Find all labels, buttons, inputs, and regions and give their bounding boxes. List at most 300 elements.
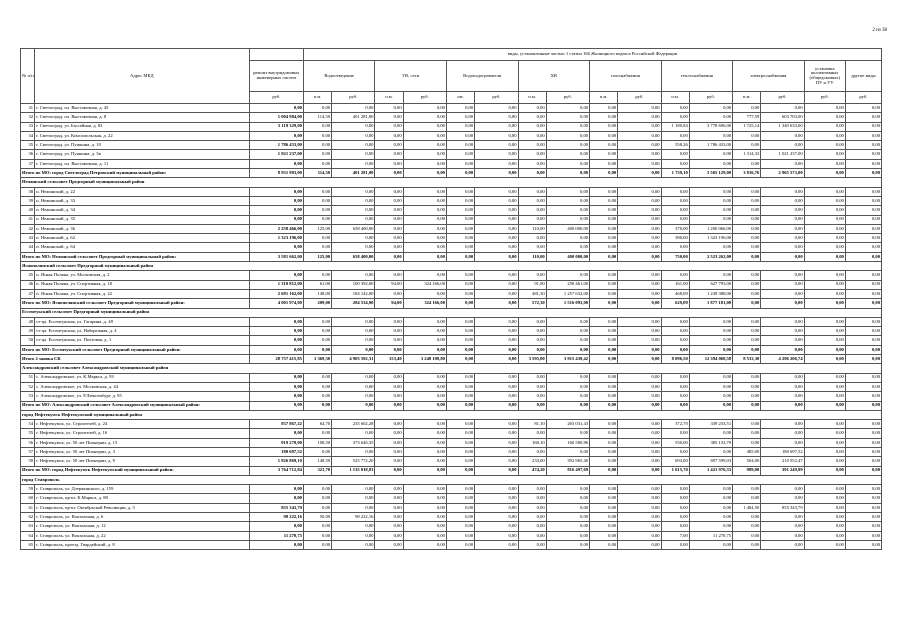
table-body: [21, 104, 882, 550]
value-cell: 0,00: [618, 494, 661, 503]
value-cell: 0,00: [618, 401, 661, 410]
value-cell: 0,00: [804, 196, 845, 205]
value-cell: 0,00: [590, 401, 618, 410]
value-cell: 481,30: [518, 289, 546, 298]
value-cell: 0,00: [590, 215, 618, 224]
value-cell: 0,00: [518, 234, 546, 243]
value-cell: 750,00: [661, 252, 689, 261]
value-cell: 0,00: [618, 187, 661, 196]
row-number: 64: [21, 531, 35, 540]
value-cell: 0,00: [661, 187, 689, 196]
value-cell: 0,00: [375, 104, 403, 113]
value-cell: 0,00: [733, 299, 761, 308]
row-number: 54: [21, 420, 35, 429]
value-cell: 0,00: [375, 150, 403, 159]
value-cell: 0,00: [761, 345, 804, 354]
row-number: 32: [21, 113, 35, 122]
value-cell: 0,00: [804, 466, 845, 475]
value-cell: 0,00: [518, 159, 546, 168]
value-cell: 0,00: [689, 327, 732, 336]
total-cost-cell: 0,00: [249, 373, 303, 382]
value-cell: 0,00: [618, 159, 661, 168]
value-cell: 0,00: [733, 206, 761, 215]
total-cost-cell: 0,00: [249, 485, 303, 494]
table-row: [21, 438, 882, 447]
value-cell: 0,00: [733, 131, 761, 140]
value-cell: 0,00: [618, 271, 661, 280]
total-cost-cell: 0,00: [249, 392, 303, 401]
total-cost-cell: 98 222,16: [249, 513, 303, 522]
value-cell: 0,00: [475, 206, 518, 215]
value-cell: 0,00: [518, 345, 546, 354]
value-cell: 0,00: [303, 271, 331, 280]
value-cell: 0,00: [475, 169, 518, 178]
value-cell: 0,00: [332, 373, 375, 382]
value-cell: 0,00: [804, 420, 845, 429]
value-cell: 0,00: [845, 289, 881, 298]
value-cell: 0,00: [303, 392, 331, 401]
value-cell: 0,00: [761, 252, 804, 261]
value-cell: 0,00: [518, 169, 546, 178]
value-cell: 0,00: [332, 522, 375, 531]
value-cell: 0,00: [590, 438, 618, 447]
row-number: 65: [21, 540, 35, 549]
value-cell: 0,00: [332, 485, 375, 494]
value-cell: 0,00: [845, 494, 881, 503]
value-cell: 0,00: [590, 317, 618, 326]
value-cell: 0,00: [733, 531, 761, 540]
table-row: [21, 420, 882, 429]
value-cell: 0,00: [518, 401, 546, 410]
total-cost-cell: 0,00: [249, 429, 303, 438]
value-cell: 0,00: [546, 234, 589, 243]
row-number: 50: [21, 336, 35, 345]
value-cell: 0,00: [845, 113, 881, 122]
value-cell: 114,50: [303, 169, 331, 178]
value-cell: 0,00: [446, 540, 474, 549]
subtotal-label: Итого по МО: Нежинский сельсовет Предгорный муниципальный район:: [21, 252, 250, 261]
value-cell: 0,00: [845, 224, 881, 233]
value-cell: 777,59: [733, 113, 761, 122]
value-cell: 658 400,00: [332, 224, 375, 233]
address-cell: г. Светлоград, ул. Пушкина, д. 10: [35, 141, 250, 150]
address-cell: п. Ясная Поляна, ул. Московская, д. 2: [35, 271, 250, 280]
value-cell: 0,00: [518, 531, 546, 540]
address-cell: г. Светлоград, пл. Выставочная, д. 11: [35, 159, 250, 168]
value-cell: 11 270,75: [689, 531, 732, 540]
value-cell: 0,00: [546, 150, 589, 159]
value-cell: 100 392,00: [332, 280, 375, 289]
value-cell: 108,50: [303, 438, 331, 447]
value-cell: 0,00: [661, 206, 689, 215]
value-cell: 474,20: [518, 466, 546, 475]
value-cell: 0,00: [332, 382, 375, 391]
value-cell: 0,00: [845, 234, 881, 243]
value-cell: 0,00: [761, 392, 804, 401]
value-cell: 0,00: [618, 522, 661, 531]
value-cell: 0,00: [403, 373, 446, 382]
value-cell: 1 516 093,00: [546, 299, 589, 308]
value-cell: 0,00: [733, 429, 761, 438]
value-cell: 4 296 206,74: [761, 355, 804, 364]
value-cell: 0,00: [661, 336, 689, 345]
total-cost-cell: 0,00: [249, 401, 303, 410]
value-cell: 0,00: [446, 513, 474, 522]
value-cell: 0,00: [618, 131, 661, 140]
value-cell: 1 369,30: [303, 355, 331, 364]
value-cell: 0,00: [475, 513, 518, 522]
value-cell: 0,00: [403, 150, 446, 159]
value-cell: 0,00: [375, 206, 403, 215]
value-cell: 0,00: [845, 150, 881, 159]
value-cell: 0,00: [518, 327, 546, 336]
table-row: [21, 150, 882, 159]
value-cell: 0,00: [845, 169, 881, 178]
value-cell: 0,00: [761, 522, 804, 531]
value-cell: 0,00: [733, 401, 761, 410]
table-row: [21, 280, 882, 289]
value-cell: 0,00: [518, 187, 546, 196]
value-cell: 0,00: [845, 141, 881, 150]
address-cell: п. Нежинский, д. 22: [35, 187, 250, 196]
value-cell: 0,00: [733, 420, 761, 429]
value-cell: 0,00: [546, 540, 589, 549]
value-cell: 0,00: [804, 438, 845, 447]
subtotal-label: Итого по МО: город Светлоград Петровский муниципальный район:: [21, 169, 250, 178]
value-cell: 0,00: [332, 531, 375, 540]
total-cost-cell: 3 581 662,00: [249, 252, 303, 261]
value-cell: 3 248 108,80: [403, 355, 446, 364]
value-cell: 235 602,28: [332, 420, 375, 429]
value-cell: 0,00: [403, 392, 446, 401]
value-cell: 658 400,00: [332, 252, 375, 261]
value-cell: 0,00: [475, 196, 518, 205]
value-cell: 0,00: [845, 373, 881, 382]
value-cell: 0,00: [661, 215, 689, 224]
value-cell: 627 793,00: [689, 280, 732, 289]
value-cell: 0,00: [475, 131, 518, 140]
value-cell: 1 877 181,00: [689, 299, 732, 308]
value-cell: 0,00: [590, 429, 618, 438]
value-cell: 64,70: [303, 420, 331, 429]
value-cell: 0,00: [733, 485, 761, 494]
value-cell: 0,00: [403, 215, 446, 224]
value-cell: 0,00: [403, 438, 446, 447]
table-row: [21, 289, 882, 298]
value-cell: 0,00: [733, 336, 761, 345]
value-cell: 485,00: [733, 447, 761, 456]
value-cell: 0,00: [546, 531, 589, 540]
value-cell: 0,00: [804, 345, 845, 354]
total-cost-cell: 0,00: [249, 336, 303, 345]
subtotal-label: Итого по МО: Ессентукский сельсовет Предгорный муниципальный район:: [21, 345, 250, 354]
value-cell: 0,00: [761, 420, 804, 429]
value-cell: 0,00: [618, 382, 661, 391]
value-cell: 0,00: [403, 382, 446, 391]
row-number: 40: [21, 206, 35, 215]
total-cost-cell: 11 270,75: [249, 531, 303, 540]
value-cell: 0,00: [804, 382, 845, 391]
value-cell: 0,00: [303, 243, 331, 252]
value-cell: 0,00: [446, 382, 474, 391]
value-cell: 0,00: [375, 289, 403, 298]
value-cell: 380,00: [661, 234, 689, 243]
value-cell: 0,00: [546, 494, 589, 503]
value-cell: 0,00: [546, 215, 589, 224]
value-cell: 0,00: [845, 522, 881, 531]
total-cost-cell: 0,00: [249, 196, 303, 205]
value-cell: 8 533,30: [733, 355, 761, 364]
value-cell: 0,00: [590, 150, 618, 159]
value-cell: 525 772,20: [332, 457, 375, 466]
table-row: [21, 206, 882, 215]
value-cell: 0,00: [303, 373, 331, 382]
value-cell: 0,00: [590, 513, 618, 522]
value-cell: 0,00: [689, 271, 732, 280]
row-number: 51: [21, 373, 35, 382]
value-cell: 0,00: [845, 187, 881, 196]
value-cell: 0,00: [733, 438, 761, 447]
value-cell: 0,00: [475, 234, 518, 243]
value-cell: 0,00: [518, 150, 546, 159]
value-cell: 0,00: [761, 382, 804, 391]
value-cell: 0,00: [403, 169, 446, 178]
value-cell: 0,00: [845, 299, 881, 308]
value-cell: 0,00: [761, 540, 804, 549]
value-cell: 1 135 018,83: [332, 466, 375, 475]
total-cost-cell: 2 258 466,00: [249, 224, 303, 233]
unit-cell: руб.: [761, 92, 804, 104]
value-cell: 0,00: [446, 485, 474, 494]
unit-cell: руб.: [804, 92, 845, 104]
subtotal-label: Итого 2 заявка СК: [21, 355, 250, 364]
value-cell: 0,00: [618, 280, 661, 289]
address-cell: с. Александровское, ул. Московская, д. 44: [35, 382, 250, 391]
value-cell: 0,00: [546, 373, 589, 382]
value-cell: 148,50: [303, 457, 331, 466]
value-cell: 0,00: [303, 317, 331, 326]
row-number: 56: [21, 438, 35, 447]
value-cell: 0,00: [761, 243, 804, 252]
value-cell: 0,00: [618, 457, 661, 466]
row-number: 52: [21, 382, 35, 391]
value-cell: 0,00: [475, 271, 518, 280]
value-cell: 0,00: [303, 485, 331, 494]
value-cell: 0,00: [446, 503, 474, 512]
total-cost-cell: 0,00: [249, 345, 303, 354]
address-cell: г. Нефтекумск, ул. Строителей, д. 16: [35, 429, 250, 438]
value-cell: 0,00: [804, 206, 845, 215]
unit-cell: руб.: [546, 92, 589, 104]
value-cell: 0,00: [375, 243, 403, 252]
value-cell: 0,00: [804, 503, 845, 512]
total-cost-cell: 1 826 869,10: [249, 457, 303, 466]
value-cell: 0,00: [845, 466, 881, 475]
value-cell: 0,00: [689, 485, 732, 494]
value-cell: 0,00: [375, 345, 403, 354]
value-cell: 0,00: [303, 382, 331, 391]
value-cell: 0,00: [546, 382, 589, 391]
value-cell: 0,00: [303, 540, 331, 549]
value-cell: 0,00: [403, 540, 446, 549]
value-cell: 0,00: [845, 382, 881, 391]
unit-cell: п.м.: [303, 92, 331, 104]
table-row: [21, 447, 882, 456]
address-cell: г. Ставрополь, проезд. Гвардейский, д. 8: [35, 540, 250, 549]
value-cell: 0,00: [804, 485, 845, 494]
value-cell: 0,00: [804, 317, 845, 326]
value-cell: 0,00: [618, 327, 661, 336]
subtotal-row: [21, 466, 882, 475]
total-cost-cell: 1 004 984,00: [249, 113, 303, 122]
table-row: [21, 503, 882, 512]
value-cell: 0,00: [446, 401, 474, 410]
value-cell: 0,00: [475, 187, 518, 196]
table-row: [21, 159, 882, 168]
value-cell: 0,00: [804, 355, 845, 364]
value-cell: 0,00: [661, 522, 689, 531]
value-cell: 0,00: [475, 215, 518, 224]
value-cell: 0,00: [475, 485, 518, 494]
group-header: ГВ, сети: [375, 61, 447, 92]
section-title: Ессентукский сельсовет Предгорный муниципальный район: [21, 308, 882, 317]
table-row: [21, 131, 882, 140]
value-cell: 5 565 129,00: [689, 169, 732, 178]
unit-cell: шт.: [446, 92, 474, 104]
value-cell: 0,00: [475, 113, 518, 122]
table-row: [21, 122, 882, 131]
value-cell: 0,00: [446, 420, 474, 429]
address-cell: ст-ца. Ессентукская, ул. Набережная, д. 4: [35, 327, 250, 336]
total-cost-cell: 8 931 983,00: [249, 169, 303, 178]
value-cell: 0,00: [689, 382, 732, 391]
table-row: [21, 429, 882, 438]
value-cell: 0,00: [761, 289, 804, 298]
value-cell: 0,00: [375, 317, 403, 326]
value-cell: 0,00: [518, 503, 546, 512]
total-cost-cell: 28 757 415,85: [249, 355, 303, 364]
value-cell: 0,00: [303, 401, 331, 410]
value-cell: 0,00: [546, 169, 589, 178]
value-cell: 0,00: [661, 327, 689, 336]
value-cell: 0,00: [618, 299, 661, 308]
value-cell: 0,00: [475, 373, 518, 382]
value-cell: 0,00: [446, 355, 474, 364]
value-cell: 0,00: [689, 336, 732, 345]
address-cell: г. Нефтекумск, ул. Строителей, д. 24: [35, 420, 250, 429]
value-cell: 0,00: [804, 289, 845, 298]
value-cell: 0,00: [518, 317, 546, 326]
value-cell: 0,00: [618, 345, 661, 354]
table-row: [21, 234, 882, 243]
value-cell: 0,00: [689, 373, 732, 382]
unit-cell: руб.: [249, 92, 303, 104]
value-cell: 0,00: [303, 159, 331, 168]
value-cell: 2 965 573,00: [761, 169, 804, 178]
total-cost-cell: 837 867,22: [249, 420, 303, 429]
total-cost-cell: 0,00: [249, 215, 303, 224]
value-cell: 0,00: [733, 513, 761, 522]
value-cell: 0,00: [375, 494, 403, 503]
value-cell: 0,00: [761, 327, 804, 336]
value-cell: 0,00: [618, 392, 661, 401]
value-cell: 0,00: [689, 345, 732, 354]
value-cell: 0,00: [446, 252, 474, 261]
value-cell: 324 166,00: [403, 280, 446, 289]
value-cell: 284 534,00: [332, 299, 375, 308]
value-cell: 0,00: [332, 447, 375, 456]
value-cell: 0,00: [546, 206, 589, 215]
value-cell: 2 523 262,00: [689, 252, 732, 261]
value-cell: 0,00: [590, 234, 618, 243]
value-cell: 0,00: [475, 299, 518, 308]
value-cell: 0,00: [845, 345, 881, 354]
value-cell: 0,00: [375, 438, 403, 447]
address-cell: с. Александровское, ул. К.Маркса, д. 93: [35, 373, 250, 382]
value-cell: 0,00: [475, 150, 518, 159]
value-cell: 0,00: [845, 336, 881, 345]
value-cell: 0,00: [375, 373, 403, 382]
table-row: [21, 531, 882, 540]
table-row: [21, 336, 882, 345]
value-cell: 0,00: [845, 327, 881, 336]
value-cell: 0,00: [590, 503, 618, 512]
value-cell: 0,00: [332, 317, 375, 326]
value-cell: 125,00: [303, 224, 331, 233]
value-cell: 0,00: [804, 141, 845, 150]
address-cell: п. Нежинский, д. 36: [35, 224, 250, 233]
value-cell: 0,00: [546, 104, 589, 113]
value-cell: 0,00: [661, 513, 689, 522]
value-cell: 0,00: [845, 540, 881, 549]
address-cell: ст-ца. Ессентукская, ул. Почтовая, д. 1: [35, 336, 250, 345]
value-cell: 0,00: [375, 466, 403, 475]
total-cost-cell: 0,00: [249, 243, 303, 252]
value-cell: 0,00: [303, 122, 331, 131]
value-cell: 0,00: [446, 494, 474, 503]
value-cell: 0,00: [761, 215, 804, 224]
total-cost-cell: 855 343,79: [249, 503, 303, 512]
value-cell: 0,00: [403, 466, 446, 475]
value-cell: 1 021 237,00: [761, 150, 804, 159]
value-cell: 0,00: [618, 104, 661, 113]
top-group-header: виды, установленные частью 1 статьи 166 Жилищного кодекса Российской Федерации: [303, 49, 881, 61]
value-cell: 0,00: [761, 280, 804, 289]
value-cell: 148,00: [303, 289, 331, 298]
value-cell: 0,00: [845, 438, 881, 447]
value-cell: 0,00: [403, 522, 446, 531]
row-number: 36: [21, 150, 35, 159]
value-cell: 0,00: [845, 271, 881, 280]
row-number: 48: [21, 317, 35, 326]
value-cell: 0,00: [446, 280, 474, 289]
value-cell: 1 180,84: [661, 122, 689, 131]
value-cell: 0,00: [303, 187, 331, 196]
address-cell: г. Ставрополь, ул. Вокзальная, д. 12: [35, 522, 250, 531]
value-cell: 94,00: [375, 280, 403, 289]
value-cell: 0,00: [375, 485, 403, 494]
value-cell: 0,00: [546, 522, 589, 531]
value-cell: 0,00: [475, 392, 518, 401]
value-cell: 0,00: [303, 150, 331, 159]
value-cell: 0,00: [733, 317, 761, 326]
value-cell: 1 249 388,00: [689, 289, 732, 298]
unit-cell: п.м.: [661, 92, 689, 104]
value-cell: 0,00: [475, 159, 518, 168]
value-cell: 0,00: [518, 131, 546, 140]
value-cell: 0,00: [303, 447, 331, 456]
row-number: 39: [21, 196, 35, 205]
